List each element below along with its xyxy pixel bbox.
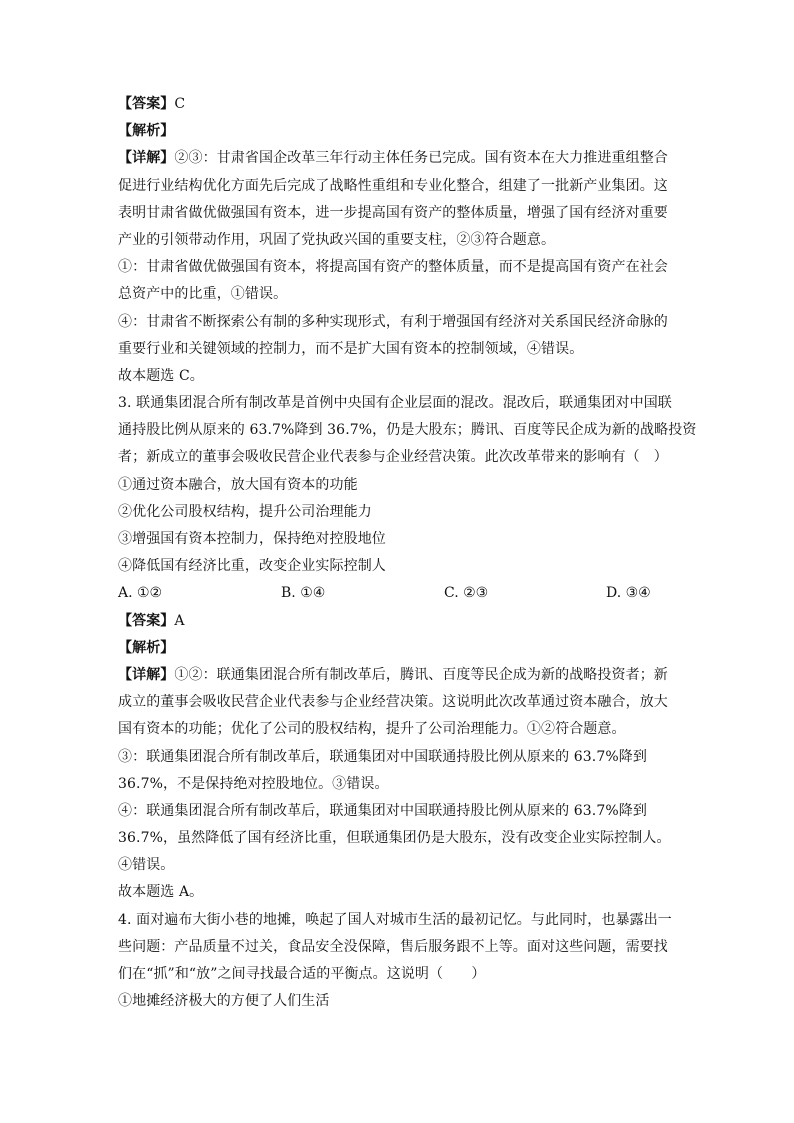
- detail-text: ①②：联通集团混合所有制改革后，腾讯、百度等民企成为新的战略投资者；新: [174, 666, 668, 683]
- question-stem-line: 些问题：产品质量不过关，食品安全没保障，售后服务跟不上等。面对这些问题，需要找: [118, 938, 668, 955]
- statement-item: ②优化公司股权结构，提升公司治理能力: [118, 503, 372, 520]
- question-stem-line: 者；新成立的董事会吸收民营企业代表参与企业经营决策。此次改革带来的影响有（ ）: [118, 449, 668, 466]
- question-stem-line: 们在“抓”和“放”之间寻找最合适的平衡点。这说明（ ）: [118, 966, 486, 982]
- answer-label: 【答案】: [118, 612, 175, 629]
- answer-value: C: [174, 96, 186, 112]
- explanation-line: 产业的引领带动作用，巩固了党执政兴国的重要支柱，②③符合题意。: [118, 231, 556, 248]
- explanation-line: 表明甘肃省做优做强国有资本，进一步提高国有资产的整体质量，增强了国有经济对重要: [118, 204, 668, 221]
- analysis-label: 【解析】: [118, 639, 175, 656]
- question-stem-line: 3. 联通集团混合所有制改革是首例中央国有企业层面的混改。混改后，联通集团对中国联: [118, 395, 672, 412]
- explanation-line: 36.7%，不是保持绝对控股地位。③错误。: [118, 775, 389, 792]
- answer-label: 【答案】: [118, 96, 175, 112]
- explanation-line: ③：联通集团混合所有制改革后，联通集团对中国联通持股比例从原来的 63.7%降到: [118, 748, 647, 765]
- conclusion-line: 故本题选 A。: [118, 884, 204, 901]
- explanation-line: ④错误。: [118, 857, 175, 874]
- option-c: C. ②③: [444, 585, 489, 602]
- explanation-line: ④：联通集团混合所有制改革后，联通集团对中国联通持股比例从原来的 63.7%降到: [118, 802, 647, 819]
- explanation-line: ④：甘肃省不断探索公有制的多种实现形式，有利于增强国有经济对关系国民经济命脉的: [118, 313, 668, 330]
- analysis-label: 【解析】: [118, 123, 175, 140]
- option-b: B. ①④: [281, 585, 326, 602]
- explanation-line: 重要行业和关键领域的控制力，而不是扩大国有资本的控制领域，④错误。: [118, 340, 584, 357]
- explanation-line: 36.7%，虽然降低了国有经济比重，但联通集团仍是大股东，没有改变企业实际控制人。: [118, 830, 671, 847]
- statement-item: ①通过资本融合，放大国有资本的功能: [118, 476, 358, 493]
- document-page: [118, 91, 697, 1015]
- answer-line: [118, 608, 678, 635]
- statement-item: ④降低国有经济比重，改变企业实际控制人: [118, 558, 386, 575]
- explanation-line: ①：甘肃省做优做强国有资本，将提高国有资产的整体质量，而不是提高国有资产在社会: [118, 259, 668, 276]
- statement-item: ③增强国有资本控制力，保持绝对控股地位: [118, 531, 386, 547]
- conclusion-line: 故本题选 C。: [118, 367, 204, 384]
- statement-item: ①地摊经济极大的方便了人们生活: [118, 993, 330, 1010]
- answer-value: A: [174, 612, 185, 629]
- explanation-line: 成立的董事会吸收民营企业代表参与企业经营决策。这说明此次改革通过资本融合，放大: [118, 694, 668, 711]
- detail-line: [118, 662, 678, 689]
- explanation-line: 总资产中的比重，①错误。: [118, 286, 288, 303]
- question-stem-line: 4. 面对遍布大街小巷的地摊，唤起了国人对城市生活的最初记忆。与此同时，也暴露出一: [118, 911, 672, 928]
- question-stem-line: 通持股比例从原来的 63.7%降到 36.7%，仍是大股东；腾讯、百度等民企成为新的战略投资: [118, 422, 697, 439]
- detail-line: [118, 145, 678, 172]
- detail-label: 【详解】: [118, 666, 175, 683]
- answer-options: [118, 580, 678, 607]
- explanation-line: 促进行业结构优化方面先后完成了战略性重组和专业化整合，组建了一批新产业集团。这: [118, 177, 668, 194]
- detail-label: 【详解】: [118, 150, 175, 167]
- answer-line: [118, 91, 678, 118]
- option-d: D. ③④: [606, 585, 651, 602]
- explanation-line: 国有资本的功能；优化了公司的股权结构，提升了公司治理能力。①②符合题意。: [118, 721, 626, 738]
- option-a: A. ①②: [118, 585, 163, 602]
- detail-text: ②③：甘肃省国企改革三年行动主体任务已完成。国有资本在大力推进重组整合: [174, 150, 668, 167]
